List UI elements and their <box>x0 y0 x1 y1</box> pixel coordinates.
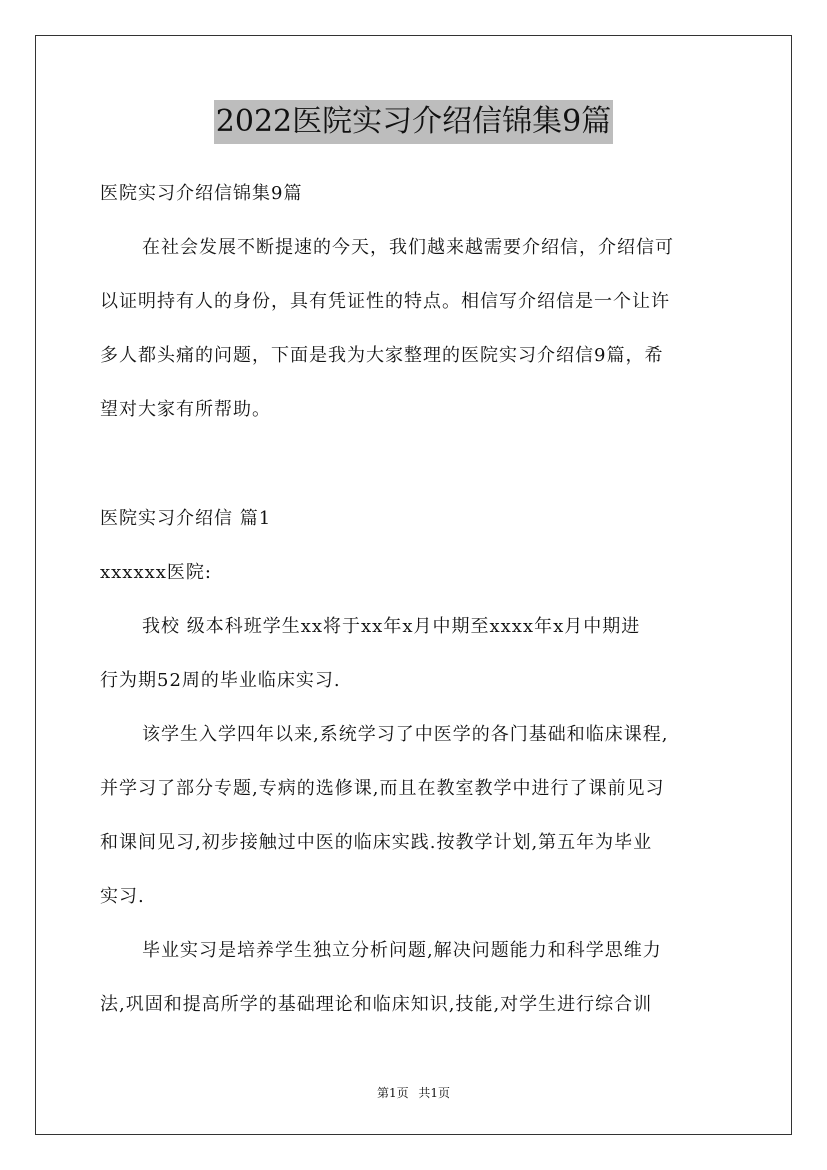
paragraph-line: 该学生入学四年以来,系统学习了中医学的各门基础和临床课程, <box>142 724 669 745</box>
salutation: xxxxxx医院: <box>100 562 212 583</box>
paragraph-line: 在社会发展不断提速的今天，我们越来越需要介绍信，介绍信可 <box>142 237 674 258</box>
page-footer <box>0 1085 827 1101</box>
section-heading: 医院实习介绍信 篇1 <box>100 508 272 529</box>
paragraph-line: 法,巩固和提高所学的基础理论和临床知识,技能,对学生进行综合训 <box>100 994 653 1015</box>
document-title <box>0 100 827 144</box>
paragraph-line: 和课间见习,初步接触过中医的临床实践.按教学计划,第五年为毕业 <box>100 832 653 853</box>
paragraph-line: 多人都头痛的问题，下面是我为大家整理的医院实习介绍信9篇，希 <box>100 345 664 366</box>
doc-subtitle: 医院实习介绍信锦集9篇 <box>100 183 303 204</box>
paragraph-line: 以证明持有人的身份，具有凭证性的特点。相信写介绍信是一个让许 <box>100 291 670 312</box>
paragraph-line: 望对大家有所帮助。 <box>100 399 271 420</box>
paragraph-line: 我校 级本科班学生xx将于xx年x月中期至xxxx年x月中期进 <box>142 616 641 637</box>
page-number: 第1页 <box>376 1086 409 1100</box>
paragraph-line: 并学习了部分专题,专病的选修课,而且在教室教学中进行了课前见习 <box>100 778 665 799</box>
paragraph-line: 实习. <box>100 886 145 907</box>
document-title-text: 2022医院实习介绍信锦集9篇 <box>214 100 613 144</box>
paragraph-line: 行为期52周的毕业临床实习. <box>100 670 341 691</box>
page-total: 共1页 <box>418 1086 451 1100</box>
paragraph-line: 毕业实习是培养学生独立分析问题,解决问题能力和科学思维力 <box>142 940 662 961</box>
